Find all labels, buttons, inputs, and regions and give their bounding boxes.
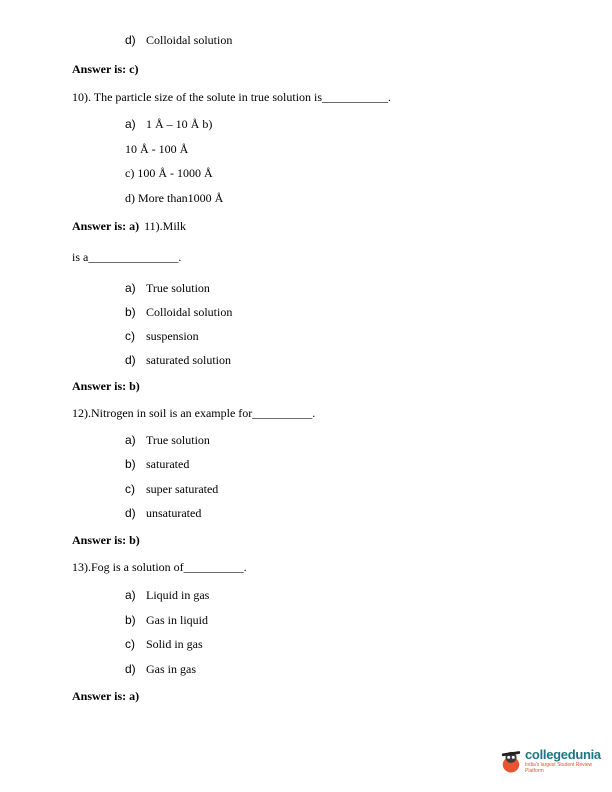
q10-option-b: 10 Å - 100 Å <box>125 142 189 156</box>
q9-option-d-marker: d) <box>125 33 136 47</box>
q11-option-b-text: Colloidal solution <box>146 305 233 319</box>
q12-option-a-text: True solution <box>146 433 210 447</box>
q13-option-d <box>125 662 196 677</box>
brand-text-block <box>525 748 612 774</box>
q11-option-d-text: saturated solution <box>146 353 231 367</box>
q12-option-d <box>125 506 201 521</box>
q10-option-a-text: 1 Å – 10 Å b) <box>146 117 213 131</box>
q11-question-continuation: is a_______________. <box>72 250 182 264</box>
q13-answer: Answer is: a) <box>72 689 140 703</box>
q9-option-d <box>125 33 232 48</box>
q13-option-a <box>125 588 209 603</box>
q13-option-c-text: Solid in gas <box>146 637 203 651</box>
q10-option-d: d) More than1000 Å <box>125 191 224 205</box>
q13-option-a-marker: a) <box>125 588 136 602</box>
q12-option-a-marker: a) <box>125 433 136 447</box>
q10-option-a-marker: a) <box>125 117 136 131</box>
q13-option-c-marker: c) <box>125 637 135 651</box>
q12-question: 12).Nitrogen in soil is an example for__________. <box>72 406 316 420</box>
q10-option-a <box>125 117 212 132</box>
q11-option-c-marker: c) <box>125 329 135 343</box>
q13-option-d-text: Gas in gas <box>146 662 196 676</box>
q11-intro: 11).Milk <box>144 219 186 233</box>
q11-option-a-marker: a) <box>125 281 136 295</box>
q9-answer: Answer is: c) <box>72 62 139 76</box>
q12-option-c-marker: c) <box>125 482 135 496</box>
q13-option-a-text: Liquid in gas <box>146 588 210 602</box>
q12-option-d-marker: d) <box>125 506 136 520</box>
q11-option-c <box>125 329 199 344</box>
q12-option-b <box>125 457 189 472</box>
q11-option-b-marker: b) <box>125 305 136 319</box>
q12-option-b-text: saturated <box>146 457 190 471</box>
q10-answer: Answer is: a) <box>72 219 140 233</box>
collegedunia-mascot-icon <box>500 748 522 774</box>
q12-option-c-text: super saturated <box>146 482 219 496</box>
q13-option-d-marker: d) <box>125 662 136 676</box>
q12-option-a <box>125 433 210 448</box>
q13-option-b-text: Gas in liquid <box>146 613 208 627</box>
q10-answer-line <box>72 219 186 234</box>
q12-answer: Answer is: b) <box>72 533 140 547</box>
collegedunia-logo <box>500 748 612 774</box>
q11-option-a-text: True solution <box>146 281 210 295</box>
q11-option-c-text: suspension <box>146 329 199 343</box>
q13-option-b-marker: b) <box>125 613 136 627</box>
q13-option-b <box>125 613 208 628</box>
brand-tagline: India's largest Student Review Platform <box>525 762 593 774</box>
q11-answer: Answer is: b) <box>72 379 140 393</box>
q12-option-b-marker: b) <box>125 457 136 471</box>
q9-option-d-text: Colloidal solution <box>146 33 233 47</box>
q12-option-d-text: unsaturated <box>146 506 202 520</box>
q13-question: 13).Fog is a solution of__________. <box>72 560 247 574</box>
q11-option-d <box>125 353 231 368</box>
q10-option-c: c) 100 Å - 1000 Å <box>125 166 213 180</box>
q11-option-d-marker: d) <box>125 353 136 367</box>
q10-question: 10). The particle size of the solute in true solution is___________. <box>72 90 392 104</box>
q11-option-b <box>125 305 232 320</box>
q12-option-c <box>125 482 218 497</box>
q13-option-c <box>125 637 203 652</box>
q11-option-a <box>125 281 210 296</box>
brand-name: collegedunia <box>525 747 601 762</box>
